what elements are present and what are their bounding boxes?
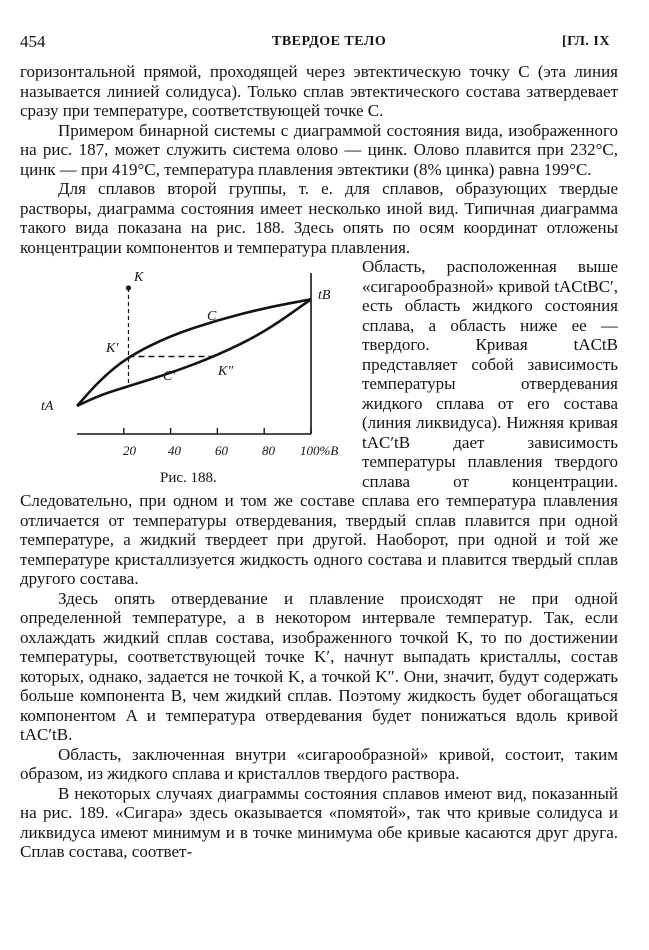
label-k-double: K″	[218, 364, 234, 379]
x-tick-label: 40	[168, 443, 181, 458]
x-tick-label: 100%B	[300, 443, 339, 458]
paragraph-3-wrap: Область, расположенная выше «сигарообразной» кривой tACtBC′, есть область жидкого состояния сплава, а область ниже ее — твердого. Кривая tACtB представляет собой зависимость температуры отвердевания жидкого сплава от его состава (линия ликвидуса). Нижняя кривая tAC′tB дает зависимость температуры плавления твердого сплава от концентрации. Следовательно, при одном и том же составе сплава его температура плавления отличается от температуры отвердевания, твердый сплав плавится при одной температуре, а жидкий твердеет при другой. Наоборот, при одной и той же температуре кристаллизуется жидкость одного состава и плавится твердый сплав другого состава.	[20, 257, 618, 588]
figure-caption: Рис. 188.	[160, 470, 217, 486]
x-ticks	[124, 428, 311, 434]
paragraph-5: Область, заключенная внутри «сигарообразной» кривой, состоит, таким образом, из жидкого сплава и кристаллов твердого раствора.	[20, 744, 618, 783]
paragraph-3-intro: Для сплавов второй группы, т. е. для сплавов, образующих твердые растворы, диаграмма состояния имеет несколько иной вид. Типичная диаграмма такого вида показана на рис. 188. Здесь опять по осям координат отложены концентрации компонентов и температура плавления.	[20, 179, 618, 257]
paragraph-2: Примером бинарной системы с диаграммой состояния вида, изображенного на рис. 187, может служить система олово — цинк. Олово плавится при 232°C, цинк — при 419°C, температура плавления эвтектики (8% цинка) равна 199°C.	[20, 120, 618, 179]
label-c: C	[207, 309, 217, 324]
point-k	[126, 285, 131, 290]
paragraph-4: Здесь опять отвердевание и плавление происходят не при одной определенной температуре, а в некотором интервале температур. Так, если охлаждать жидкий сплав состава, изображенного точкой K, то по достижении температуры, соответствующей точке K′, начнут выпадать кристаллы, состав которых, однако, задается не точкой K, а точкой K″. Они, значит, будут содержать больше компонента B, чем жидкий сплав. Поэтому жидкость будет обогащаться компонентом A и температура отвердевания будет понижаться вдоль кривой tAC′tB.	[20, 588, 618, 744]
label-ta: tA	[41, 399, 54, 414]
paragraph-1: горизонтальной прямой, проходящей через эвтектическую точку C (эта линия называется линией солидуса). Только сплав эвтектического состава затвердевает сразу при температуре, соответствующей точке C.	[20, 62, 618, 120]
label-tb: tB	[318, 288, 331, 303]
label-k: K	[134, 270, 144, 285]
x-tick-label: 20	[123, 443, 136, 458]
x-tick-label: 60	[215, 443, 228, 458]
phase-diagram	[20, 259, 352, 487]
paragraph-6: В некоторых случаях диаграммы состояния сплавов имеют вид, показанный на рис. 189. «Сигара» здесь оказывается «помятой», так что кривые солидуса и ликвидуса имеют минимум и в точке минимума обе кривые касаются друг друга. Сплав состава, соответ-	[20, 783, 618, 861]
figure-188	[20, 259, 352, 487]
x-tick-label: 80	[262, 443, 275, 458]
page-body	[20, 62, 618, 862]
label-k-prime: K′	[106, 341, 119, 356]
running-title: ТВЕРДОЕ ТЕЛО	[272, 34, 387, 49]
label-c-prime: C′	[163, 369, 176, 384]
page-number: 454	[20, 32, 46, 51]
chapter-label: [ГЛ. IX	[562, 34, 610, 49]
